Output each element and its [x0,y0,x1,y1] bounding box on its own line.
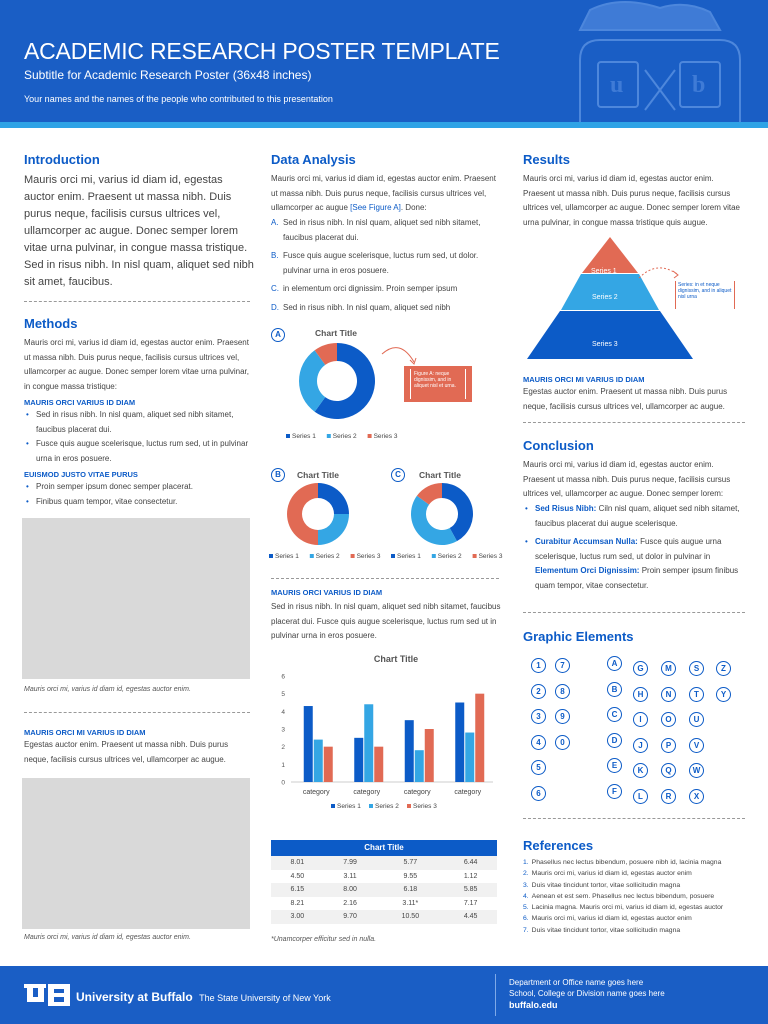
legend-swatch [286,434,290,438]
letter-circle-icon: B [607,682,622,697]
table-cell: 3.11 [324,870,377,884]
svg-text:b: b [692,72,706,98]
graphic-elements-heading: Graphic Elements [523,629,634,644]
graphic-elements-grid [523,654,745,804]
bar [405,720,414,782]
legend-label: Series 1 [292,433,316,440]
bar [314,740,323,782]
letter-circle-icon: U [689,712,704,727]
figure-badge-b: B [271,468,285,482]
methods-heading: Methods [24,316,78,331]
table-title: Chart Title [271,840,497,856]
results-text-2: Egestas auctor enim. Praesent ut massa nibh. Duis purus neque, facilisis cursus ultrices vel, ullamcorper ac augue. [523,387,728,411]
list-item: 2. Mauris orci mi, varius id diam id, egestas auctor enim [523,870,692,878]
header-stripe [0,122,768,128]
pyramid-label-3: Series 3 [592,341,618,348]
letter-circle-icon: S [689,661,704,676]
intro-heading: Introduction [24,152,100,167]
data-analysis-heading: Data Analysis [271,152,356,167]
number-circle-icon: 9 [555,709,570,724]
data-analysis-text-2: Sed in risus nibh. In nisl quam, aliquet sed nibh sitamet, faucibus placerat dui. Fusce quis augue scelerisque, luctus rum sed ut in pulvinar urna in eros posuere. [271,602,501,640]
letter-circle-icon: W [689,763,704,778]
image-caption: Mauris orci mi, varius id diam id, egestas auctor enim. [24,686,191,693]
legend-swatch [269,554,273,558]
legend-label: Series 2 [437,553,462,560]
conclusion-bullets [523,502,745,593]
bar [475,694,484,782]
chart-title: Chart Title [419,470,461,480]
letter-circle-icon: N [661,687,676,702]
table-cell: 5.85 [444,883,497,897]
image-placeholder [22,518,250,679]
chart-title: Chart Title [297,470,339,480]
poster-title: ACADEMIC RESEARCH POSTER TEMPLATE [24,38,500,64]
donut-chart-a [278,322,408,447]
table-row [271,870,497,884]
y-tick-label: 4 [281,708,285,716]
bar [364,704,373,782]
letter-circle-icon: I [633,712,648,727]
poster-subtitle: Subtitle for Academic Research Poster (36x48 inches) [24,68,312,82]
list-item: 7. Duis vitae tincidunt tortor, vitae sollicitudin magna [523,926,681,934]
conclusion-heading: Conclusion [523,438,594,453]
legend-label: Series 2 [315,553,340,560]
letter-circle-icon: X [689,789,704,804]
table-cell: 8.21 [271,897,324,911]
ub-logo-icon [24,984,72,1006]
letter-circle-icon: L [633,789,648,804]
letter-circle-icon: Z [716,661,731,676]
table-cell: 3.11* [376,897,444,911]
divider [24,712,250,713]
letter-circle-icon: G [633,661,648,676]
results-text: Mauris orci mi, varius id diam id, egestas auctor enim. Praesent ut massa nibh. Duis purus neque, facilisis cursus ultrices vel, ullamcorper ac augue. Donec semper lorem vitae urna pulvinar, in congue massa tristique quis augue. [523,174,740,227]
list-item: 1. Phasellus nec lectus bibendum, posuere nibh id, lacinia magna [523,859,722,866]
results-subhead: MAURIS ORCI MI VARIUS ID DIAM [523,375,645,384]
svg-text:u: u [610,72,624,98]
pyramid-callout: Series: in et neque dignissim, and in aliquet nisl urna [675,281,735,309]
methods-bullets-2 [24,480,254,509]
legend-swatch [331,804,335,808]
letter-circle-icon: A [607,656,622,671]
letter-circle-icon: D [607,733,622,748]
table-cell: 6.44 [444,856,497,870]
legend-label: Series 2 [375,803,399,810]
methods-bullets-1 [24,408,254,466]
figure-badge-c: C [391,468,405,482]
y-tick-label: 5 [281,691,285,699]
department-name: Department or Office name goes here [509,978,644,987]
author-names: Your names and the names of the people who contributed to this presentation [24,94,333,104]
legend-swatch [473,554,477,558]
table-cell: 6.15 [271,883,324,897]
list-item: D. Sed in risus nibh. In nisl quam, aliquet sed nibh [271,302,451,312]
legend-label: Series 2 [332,433,357,440]
legend-swatch [391,554,395,558]
list-item: 3. Duis vitae tincidunt tortor, vitae sollicitudin magna [523,881,681,889]
figure-a-link[interactable]: [See Figure A] [350,203,401,212]
number-circle-icon: 7 [555,658,570,673]
y-tick-label: 6 [281,673,285,681]
letter-circle-icon: E [607,758,622,773]
table-cell: 8.01 [271,856,324,870]
legend-swatch [368,434,372,438]
pie-slice [411,496,457,545]
pyramid-label-2: Series 2 [592,294,618,301]
table-row [271,883,497,897]
methods-text-2: Egestas auctor enim. Praesent ut massa nibh. Duis purus neque, facilisis cursus ultrices vel, ullamcorper ac augue. [24,740,229,764]
buffalo-crest-watermark [470,0,768,122]
table-cell: 9.70 [324,910,377,924]
x-tick-label: category [302,789,330,796]
table-row [271,910,497,924]
methods-text: Mauris orci mi, varius id diam id, egestas auctor enim. Praesent ut massa nibh. Duis purus neque, facilisis cursus ultrices vel, ullamcorper ac augue. Donec semper lorem vitae urna pulvinar, in congue massa tristique: [24,338,250,391]
letter-circle-icon: Q [661,763,676,778]
x-tick-label: category [454,789,482,796]
poster-footer [0,966,768,1024]
list-item: A. Sed in risus nibh. In nisl quam, aliquet sed nibh sitamet, faucibus placerat dui. [271,218,481,242]
footer-divider [495,974,496,1016]
letter-circle-icon: O [661,712,676,727]
table-cell: 7.99 [324,856,377,870]
methods-subhead: MAURIS ORCI MI VARIUS ID DIAM [24,728,146,737]
list-item: • Proin semper ipsum donec semper placerat. [24,480,254,495]
data-analysis-text: Mauris orci mi, varius id diam id, egestas auctor enim. Praesent ut massa nibh. Duis purus neque, facilisis cursus ultrices vel, ullamcorper ac augue [See Figure A]. Done: [271,174,496,212]
number-circle-icon: 8 [555,684,570,699]
legend-swatch [407,804,411,808]
pyramid-label-1: Series 1 [591,268,617,275]
table-cell: 8.00 [324,883,377,897]
bar [304,706,313,782]
y-tick-label: 0 [281,779,285,787]
bar-chart [271,646,501,818]
image-caption: Mauris orci mi, varius id diam id, egestas auctor enim. [24,934,191,941]
figure-a-note: Figure A: neque dignissim, and in aliquet nisl et urna. [404,366,472,402]
table-cell: 10.50 [376,910,444,924]
table-note: *Unamcorper efficitur sed in nulla. [271,936,377,943]
divider [523,818,745,819]
number-circle-icon: 3 [531,709,546,724]
donut-chart-c [390,462,510,567]
divider [271,578,499,579]
poster-header [0,0,768,122]
table-cell: 4.50 [271,870,324,884]
table-cell: 6.18 [376,883,444,897]
bar [374,747,383,782]
legend-label: Series 3 [478,553,503,560]
legend-label: Series 3 [413,803,437,810]
number-circle-icon: 0 [555,735,570,750]
table-cell: 3.00 [271,910,324,924]
school-name: School, College or Division name goes here [509,989,665,998]
letter-circle-icon: H [633,687,648,702]
letter-circle-icon: T [689,687,704,702]
list-item: • Sed in risus nibh. In nisl quam, aliquet sed nibh sitamet, faucibus placerat dui. [24,408,254,437]
letter-circle-icon: R [661,789,676,804]
number-circle-icon: 2 [531,684,546,699]
table-row [271,856,497,870]
letter-circle-icon: F [607,784,622,799]
pie-slice [318,483,349,514]
letter-circle-icon: V [689,738,704,753]
bar [465,733,474,782]
list-item: 5. Lacinia magna. Mauris orci mi, varius id diam id, egestas auctor [523,904,724,912]
legend-swatch [351,554,355,558]
letter-circle-icon: M [661,661,676,676]
list-item: • Finibus quam tempor, vitae consectetur. [24,495,254,510]
list-item: 6. Mauris orci mi, varius id diam id, egestas auctor enim [523,915,692,923]
bar [455,703,464,783]
number-circle-icon: 5 [531,760,546,775]
conclusion-text: Mauris orci mi, varius id diam id, egestas auctor enim. Praesent ut massa nibh. Duis purus neque, facilisis cursus ultrices vel, ullamcorper ac augue. Donec semper lorem: [523,460,731,498]
table-cell: 1.12 [444,870,497,884]
chart-title: Chart Title [315,328,357,338]
bar [324,747,333,782]
divider [523,612,745,613]
references-list [523,857,745,936]
legend-label: Series 1 [397,553,421,560]
table-cell: 7.17 [444,897,497,911]
donut-chart-b [268,462,388,567]
image-placeholder [22,778,250,929]
figure-badge-a: A [271,328,285,342]
intro-text: Mauris orci mi, varius id diam id, egestas auctor enim. Praesent ut massa nibh. Duis purus neque, facilisis cursus ultrices vel, ullamcorper ac augue. Donec semper lorem vitae urna pulvinar, in congue massa tristique. Sed in risus nibh. In nisl quam, aliquet sed nibh sit amet, faucibus. [24,174,254,288]
legend-label: Series 1 [275,553,299,560]
legend-swatch [369,804,373,808]
x-tick-label: category [403,789,431,796]
results-heading: Results [523,152,570,167]
number-circle-icon: 6 [531,786,546,801]
x-tick-label: category [353,789,381,796]
list-item: • Sed Risus Nibh: Ciln nisl quam, aliquet sed nibh sitamet, faucibus placerat dui augue scelerisque. [523,502,745,531]
bar [425,729,434,782]
pie-slice [287,483,318,545]
divider [523,422,745,423]
y-tick-label: 2 [281,744,285,752]
number-circle-icon: 1 [531,658,546,673]
list-item: • Fusce quis augue scelerisque, luctus rum sed, ut in pulvinar urna in eros posuere. [24,437,254,466]
data-analysis-subhead: MAURIS ORCI VARIUS ID DIAM [271,588,383,597]
university-name: University at Buffalo The State University of New York [76,990,331,1004]
letter-circle-icon: J [633,738,648,753]
letter-circle-icon: P [661,738,676,753]
legend-label: Series 3 [373,433,398,440]
legend-swatch [327,434,331,438]
pie-slice [299,350,325,411]
table-cell: 2.16 [324,897,377,911]
data-analysis-list [271,216,501,315]
methods-subhead: EUISMOD JUSTO VITAE PURUS [24,470,138,479]
references-heading: References [523,838,594,853]
data-table [271,840,497,924]
bar [354,738,363,782]
bar [415,750,424,782]
legend-label: Series 1 [337,803,361,810]
y-tick-label: 3 [281,726,285,734]
number-circle-icon: 4 [531,735,546,750]
table-cell: 4.45 [444,910,497,924]
letter-circle-icon: K [633,763,648,778]
list-item: • Curabitur Accumsan Nulla: Fusce quis augue urna scelerisque, luctus rum sed, ut dolor in pulvinar in Elementum Orci Dignissim: Proin semper ipsum finibus quam tempor, vitae consectetur. [523,535,745,593]
list-item: B. Fusce quis augue scelerisque, luctus rum sed, ut dolor. pulvinar urna in eros posuere. [271,251,479,275]
website-link[interactable]: buffalo.edu [509,1000,558,1010]
legend-swatch [310,554,314,558]
legend-label: Series 3 [356,553,381,560]
arrow-icon [380,342,420,368]
list-item: C. in elementum orci dignissim. Proin semper ipsum [271,284,458,293]
methods-subhead: MAURIS ORCI VARIUS ID DIAM [24,398,136,407]
chart-title: Chart Title [373,654,419,664]
y-tick-label: 1 [281,761,285,769]
letter-circle-icon: C [607,707,622,722]
letter-circle-icon: Y [716,687,731,702]
divider [24,301,250,302]
table-cell: 9.55 [376,870,444,884]
table-cell: 5.77 [376,856,444,870]
list-item: 4. Aenean et est sem. Phasellus nec lectus bibendum, posuere [523,892,715,900]
pie-slice [318,514,349,545]
legend-swatch [432,554,436,558]
table-row [271,897,497,911]
